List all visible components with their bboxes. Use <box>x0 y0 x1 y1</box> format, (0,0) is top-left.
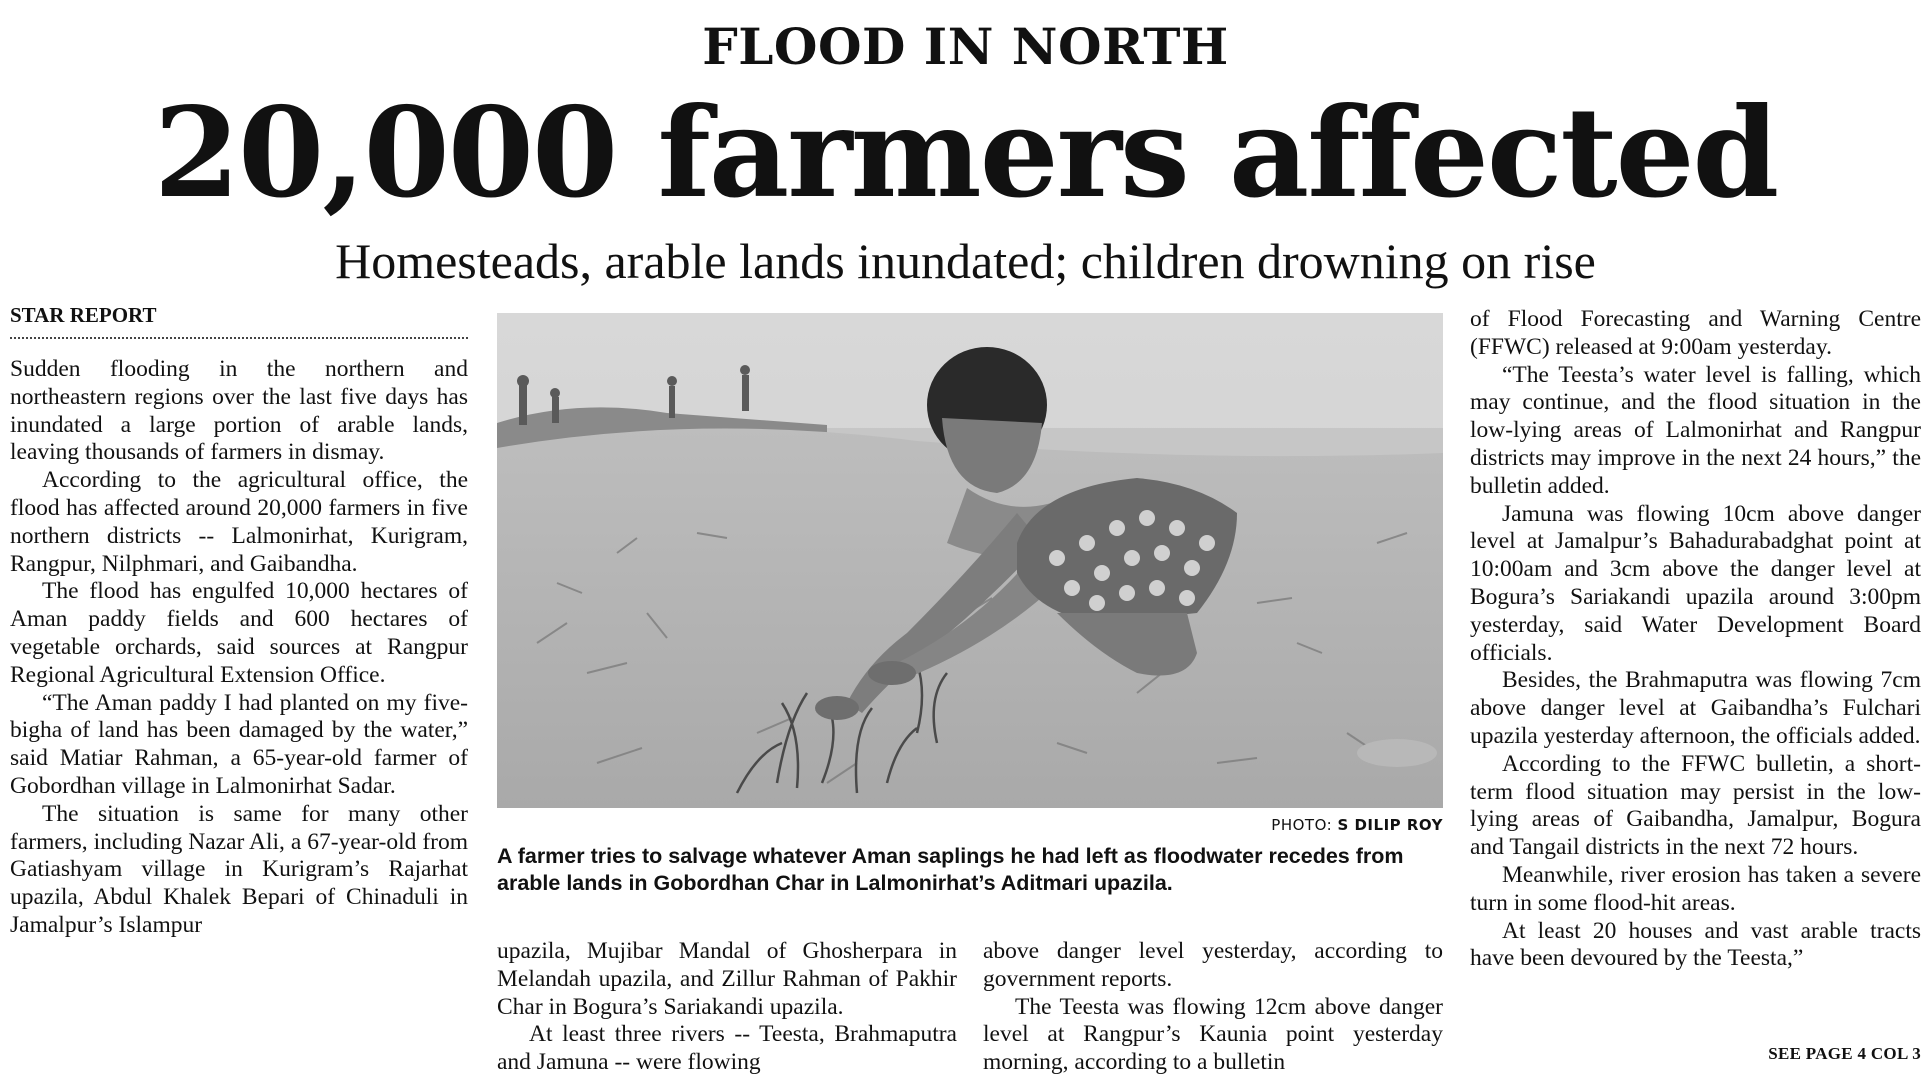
farmer-photo-illustration <box>497 313 1443 808</box>
article-column-2 <box>497 938 957 1077</box>
paragraph: Besides, the Brahmaputra was flowing 7cm above danger level at Gaibandha’s Fulchari upazila yesterday afternoon, the officials added. <box>1470 667 1921 749</box>
photo-credit-prefix: PHOTO: <box>1271 816 1333 834</box>
article-column-4 <box>1470 306 1921 973</box>
article-column-1 <box>10 356 468 940</box>
news-photo <box>497 313 1443 808</box>
paragraph: At least three rivers -- Teesta, Brahmaputra and Jamuna -- were flowing <box>497 1021 957 1076</box>
paragraph: According to the FFWC bulletin, a short-term flood situation may persist in the low-lying areas of Gaibandha, Jamalpur, Bogura and Tangail districts in the next 72 hours. <box>1470 750 1921 861</box>
deck: Homesteads, arable lands inundated; children drowning on rise <box>335 233 1596 289</box>
article-column-3 <box>983 938 1443 1077</box>
paragraph: above danger level yesterday, according to government reports. <box>983 938 1443 992</box>
paragraph: The flood has engulfed 10,000 hectares of Aman paddy fields and 600 hectares of vegetable orchards, said sources at Rangpur Regional Agricultural Extension Office. <box>10 578 468 688</box>
paragraph: Jamuna was flowing 10cm above danger level at Jamalpur’s Bahadurabadghat point at 10:00am and 3cm above the danger level at Bogura’s Sariakandi upazila around 3:00pm yesterday, said Water Development Board officials. <box>1470 500 1921 666</box>
paragraph: Meanwhile, river erosion has taken a severe turn in some flood-hit areas. <box>1470 861 1921 916</box>
paragraph: The Teesta was flowing 12cm above danger level at Rangpur’s Kaunia point yesterday morning, according to a bulletin <box>983 993 1443 1076</box>
photo-credit-name: S DILIP ROY <box>1337 816 1443 834</box>
kicker: FLOOD IN NORTH <box>702 17 1229 76</box>
paragraph: “The Aman paddy I had planted on my five-bigha of land has been damaged by the water,” said Matiar Rahman, a 65-year-old farmer of Gobordhan village in Lalmonirhat Sadar. <box>10 689 468 799</box>
paragraph: upazila, Mujibar Mandal of Ghosherpara in Melandah upazila, and Zillur Rahman of Pakhir Char in Bogura’s Sariakandi upazila. <box>497 938 957 1020</box>
headline: 20,000 farmers affected <box>153 81 1778 226</box>
paragraph: of Flood Forecasting and Warning Centre (FFWC) released at 9:00am yesterday. <box>1470 306 1921 360</box>
paragraph: At least 20 houses and vast arable tracts have been devoured by the Teesta,” <box>1470 917 1921 972</box>
paragraph: According to the agricultural office, the flood has affected around 20,000 farmers in five northern districts -- Lalmonirhat, Kurigram, Rangpur, Nilphmari, and Gaibandha. <box>10 467 468 577</box>
paragraph: Sudden flooding in the northern and northeastern regions over the last five days has inundated a large portion of arable lands, leaving thousands of farmers in dismay. <box>10 356 468 466</box>
photo-credit <box>497 816 1443 834</box>
byline: STAR REPORT <box>10 303 468 339</box>
jump-line: SEE PAGE 4 COL 3 <box>1768 1044 1921 1063</box>
photo-caption: A farmer tries to salvage whatever Aman saplings he had left as floodwater recedes from arable lands in Gobordhan Char in Lalmonirhat’s Aditmari upazila. <box>497 844 1404 895</box>
paragraph: “The Teesta’s water level is falling, which may continue, and the flood situation in the low-lying areas of Lalmonirhat and Rangpur districts may improve in the next 24 hours,” the bulletin added. <box>1470 361 1921 499</box>
paragraph: The situation is same for many other farmers, including Nazar Ali, a 67-year-old from Gatiashyam village in Kurigram’s Rajarhat upazila, Abdul Khalek Bepari of Chinaduli in Jamalpur’s Islampur <box>10 800 468 938</box>
